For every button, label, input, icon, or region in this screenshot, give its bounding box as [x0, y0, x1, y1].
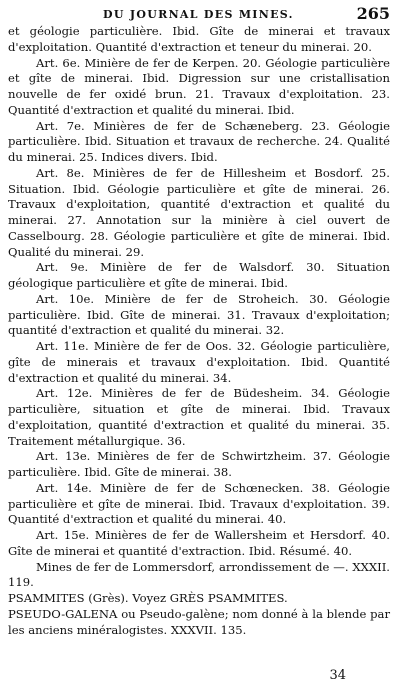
entry-text: PSAMMITES (Grès). Voyez GRÈS PSAMMITES.	[8, 591, 288, 605]
signature-mark: 34	[329, 668, 346, 683]
index-entry	[8, 166, 390, 261]
index-entry	[8, 56, 390, 119]
entry-text: Art. 11e. Minière de fer de Oos. 32. Géologie particulière, gîte de minerais et travaux d'exploitation. Ibid. Quantité d'extraction et qualité du minerai. 34.	[8, 339, 390, 385]
page-header	[8, 4, 390, 26]
index-entry	[8, 339, 390, 386]
entry-text: Art. 13e. Minières de fer de Schwirtzheim. 37. Géologie particulière. Ibid. Gîte de minerai. 38.	[8, 449, 390, 479]
index-entry	[8, 292, 390, 339]
entry-text: Art. 7e. Minières de fer de Schæneberg. 23. Géologie particulière. Ibid. Situation et travaux de recherche. 24. Qualité du minerai. 25. Indices divers. Ibid.	[8, 118, 390, 164]
entry-text: et géologie particulière. Ibid. Gîte de minerai et travaux d'exploitation. Quantité d'extraction et teneur du minerai. 20.	[8, 24, 390, 54]
index-entry	[8, 607, 390, 639]
entry-text: Art. 6e. Minière de fer de Kerpen. 20. Géologie particulière et gîte de minerai. Ibid. Digression sur une cristallisation nouvelle de fer oxidé brun. 21. Travaux d'exploitation. 23. Quantité d'extraction et qualité du minerai. Ibid.	[8, 55, 390, 117]
entry-text: PSEUDO-GALENA ou Pseudo-galène; nom donné à la blende par les anciens minéralogistes. XXXVII. 135.	[8, 606, 390, 637]
index-entry	[8, 260, 390, 292]
entry-text: Art. 10e. Minière de fer de Stroheich. 30. Géologie particulière. Ibid. Gîte de minerai. 31. Travaux d'exploitation; quantité d'extraction et qualité du minerai. 32.	[8, 291, 390, 338]
index-entry	[8, 449, 390, 481]
entry-text: Art. 12e. Minières de fer de Büdesheim. 34. Géologie particulière, situation et gîte de minerai. Ibid. Travaux d'exploitation, quantité d'extraction et qualité du minerai. 35. Traitement métallurgique. 36.	[8, 386, 390, 448]
entry-text: Art. 9e. Minière de fer de Walsdorf. 30. Situation géologique particulière et gîte de minerai. Ibid.	[8, 260, 390, 290]
index-entry	[8, 386, 390, 449]
index-entry	[8, 481, 390, 528]
index-entry	[8, 528, 390, 560]
index-body	[8, 24, 390, 638]
index-entry	[8, 591, 390, 607]
entry-text: Art. 14e. Minière de fer de Schœnecken. 38. Géologie particulière et gîte de minerai. Ibid. Travaux d'exploitation. 39. Quantité d'extraction et qualité du minerai. 40.	[8, 480, 390, 527]
entry-text: Art. 8e. Minières de fer de Hillesheim et Bosdorf. 25. Situation. Ibid. Géologie particulière et gîte de minerai. 26. Travaux d'exploitation, quantité d'extraction et qualité du minerai. 27. Annotation sur la minière à ciel ouvert de Casselbourg. 28. Géologie particulière et gîte de minerai. Ibid. Qualité du minerai. 29.	[8, 165, 390, 259]
index-entry	[8, 119, 390, 166]
page-number: 265	[356, 4, 390, 23]
running-title: DU JOURNAL DES MINES.	[103, 8, 294, 21]
index-entry	[8, 24, 390, 56]
index-entry	[8, 560, 390, 592]
entry-text: Mines de fer de Lommersdorf, arrondissement de —. XXXII. 119.	[8, 559, 390, 590]
entry-text: Art. 15e. Minières de fer de Wallersheim et Hersdorf. 40. Gîte de minerai et quantité d'extraction. Ibid. Résumé. 40.	[8, 528, 390, 558]
